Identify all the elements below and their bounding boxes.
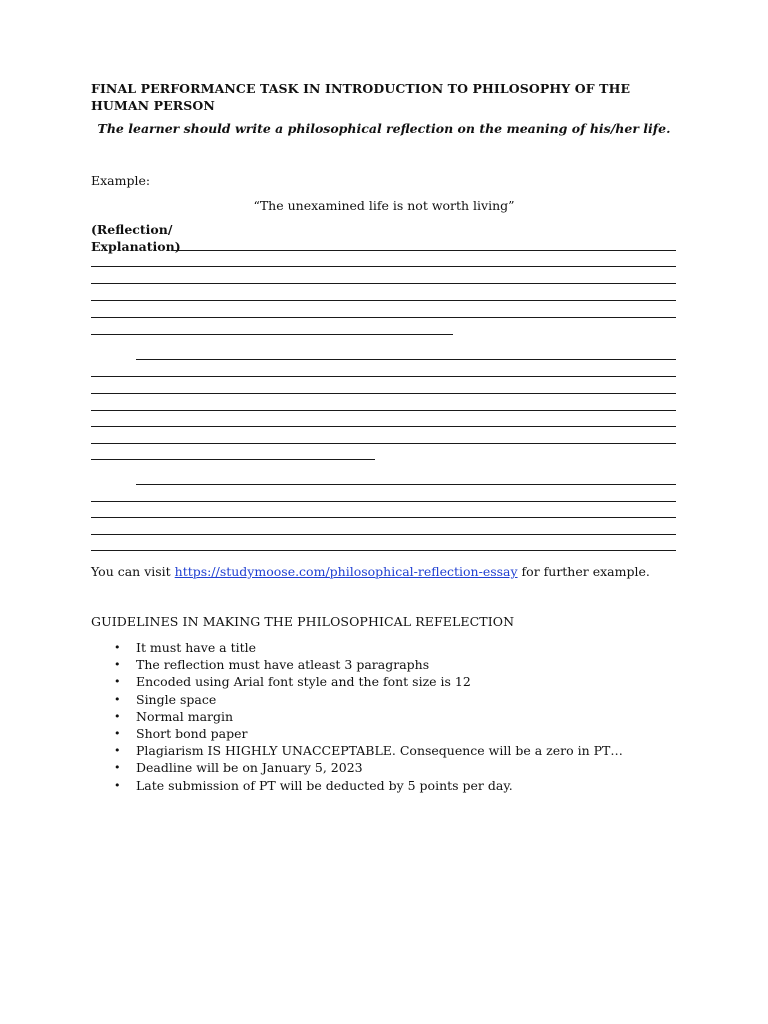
bullet-icon: • — [114, 727, 121, 741]
writing-line — [91, 266, 676, 267]
guideline-item: • Late submission of PT will be deducted by 5 points per day. — [114, 777, 513, 793]
bullet-icon: • — [114, 709, 121, 723]
example-quote: “The unexamined life is not worth living” — [253, 198, 515, 213]
guidelines-list — [91, 639, 623, 794]
bullet-icon: • — [114, 692, 121, 706]
writing-line — [91, 443, 676, 444]
reflection-label — [91, 221, 181, 255]
writing-line — [172, 250, 676, 251]
guidelines-heading: GUIDELINES IN MAKING THE PHILOSOPHICAL REFELECTION — [91, 614, 515, 629]
writing-line — [91, 393, 676, 394]
writing-line — [136, 484, 676, 485]
visit-prefix: You can visit — [91, 564, 175, 579]
bullet-icon: • — [114, 744, 121, 758]
guideline-item: • Encoded using Arial font style and the font size is 12 — [114, 674, 471, 690]
bullet-icon: • — [114, 778, 121, 792]
writing-line — [91, 534, 676, 535]
example-label: Example: — [91, 173, 151, 188]
writing-line — [136, 359, 676, 360]
bullet-icon: • — [114, 641, 121, 654]
reflection-label-line2: Explanation) — [91, 239, 181, 254]
guideline-item: • Single space — [114, 691, 217, 707]
writing-line — [91, 376, 676, 377]
guideline-item: • The reflection must have atleast 3 paragraphs — [114, 657, 430, 673]
guideline-item: • Plagiarism IS HIGHLY UNACCEPTABLE. Consequence will be a zero in PT… — [114, 743, 623, 759]
writing-line — [91, 550, 676, 551]
writing-line — [91, 317, 676, 318]
bullet-icon: • — [114, 761, 121, 775]
writing-line — [91, 283, 676, 284]
writing-line — [91, 459, 375, 460]
visit-suffix: for further example. — [517, 564, 650, 579]
guideline-item: • Normal margin — [114, 708, 234, 724]
further-example-note — [91, 563, 650, 580]
writing-line — [91, 410, 676, 411]
writing-line — [91, 426, 676, 427]
studymoose-link[interactable]: https://studymoose.com/philosophical-reflection-essay — [174, 564, 518, 579]
bullet-icon: • — [114, 658, 121, 672]
writing-line — [91, 334, 453, 335]
task-instruction: The learner should write a philosophical reflection on the meaning of his/her life. — [97, 121, 671, 136]
guideline-item: • It must have a title — [114, 640, 257, 655]
writing-line — [91, 517, 676, 518]
guideline-item: • Deadline will be on January 5, 2023 — [114, 760, 363, 776]
bullet-icon: • — [114, 675, 121, 689]
writing-line — [91, 501, 676, 502]
document-title: FINAL PERFORMANCE TASK IN INTRODUCTION TO PHILOSOPHY OF THE HUMAN PERSON — [91, 81, 631, 113]
reflection-label-line1: (Reflection/ — [91, 222, 173, 237]
guideline-item: • Short bond paper — [114, 726, 248, 742]
writing-line — [91, 300, 676, 301]
